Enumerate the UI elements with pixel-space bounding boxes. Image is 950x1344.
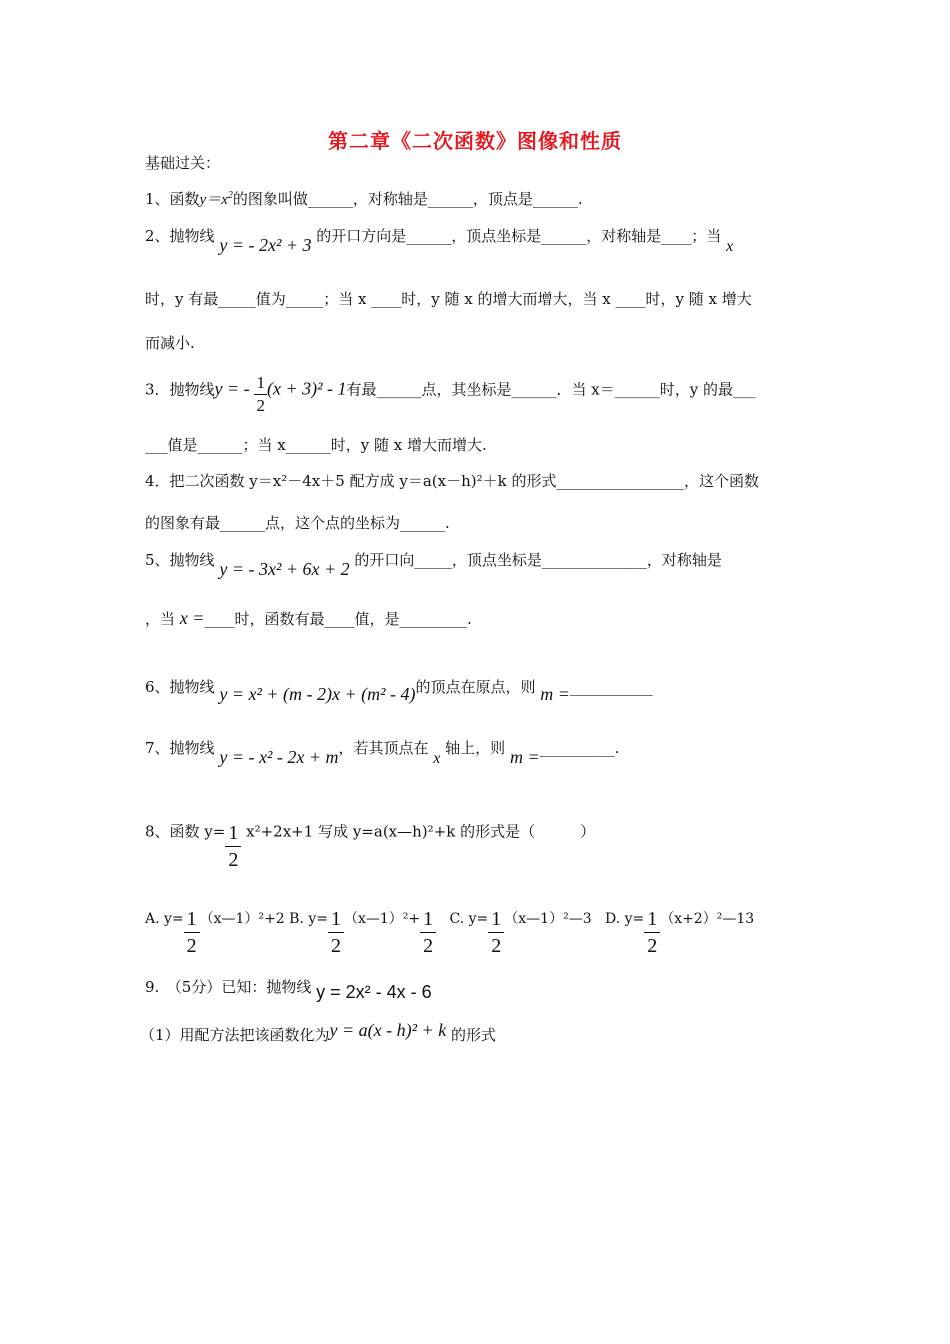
option-c[interactable]: C. y= $\frac{1}{2}$ （x—1）²—3 xyxy=(449,908,592,957)
q8-fraction: $\frac{1}{2}$ xyxy=(225,820,241,873)
q9-label: 9. （5分）已知：抛物线 xyxy=(145,978,312,996)
q9-expr: y = 2x² - 4x - 6 xyxy=(316,982,432,1002)
question-2-line2: 时，y 有最_____值为_____；当 x ____时，y 随 x 的增大而增大，当 x ____时，y 随 x 增大 xyxy=(145,290,752,308)
question-4-line2: 的图象有最______点，这个点的坐标为______. xyxy=(145,514,450,532)
question-5-line2 xyxy=(145,608,472,629)
q7-text: ，若其顶点在 xyxy=(338,739,429,757)
q3-text: 有最______点，其坐标是______．当 x＝______时，y 的最___ xyxy=(346,380,756,399)
q2-expr: y = - 2x² + 3 xyxy=(219,235,312,255)
q7-text-2: 轴上，则 xyxy=(445,739,506,757)
option-b-fraction: $\frac{1}{2}$ xyxy=(328,906,344,959)
q5-line2-text: ____时，函数有最____值，是_________. xyxy=(204,610,472,628)
q9-sub-expr: y = a(x - h)² + k xyxy=(329,1020,447,1040)
q9-sub-text: 的形式 xyxy=(450,1026,496,1044)
question-9 xyxy=(145,976,432,1002)
question-7 xyxy=(145,737,620,767)
q7-expr: y = - x² - 2x + m xyxy=(219,747,339,767)
question-5 xyxy=(145,549,722,579)
q8-text: x²+2x+1 写成 y=a(x—h)²+k 的形式是（ ） xyxy=(246,822,596,841)
question-1 xyxy=(145,188,583,209)
q1-label: 1、函数 xyxy=(145,190,200,208)
q3-expr-tail: (x + 3)² - 1 xyxy=(266,378,347,399)
q7-label: 7、抛物线 xyxy=(145,739,215,757)
q2-var-x: x xyxy=(726,238,734,255)
q8-label: 8、函数 y= xyxy=(145,822,226,841)
question-2-line3: 而减小. xyxy=(145,334,195,352)
q3-expr-lead: y = - xyxy=(214,378,250,399)
q7-var-x: x xyxy=(433,750,441,767)
q7-blank: __________. xyxy=(539,739,620,757)
q8-options xyxy=(145,892,755,957)
q2-label: 2、抛物线 xyxy=(145,227,215,245)
option-b[interactable]: B. y= $\frac{1}{2}$ （x—1）²+ $\frac{1}{2}$ xyxy=(289,911,440,927)
question-6 xyxy=(145,676,653,704)
q5-line2-lead: ，当 xyxy=(145,610,176,628)
option-c-fraction: $\frac{1}{2}$ xyxy=(488,906,504,959)
q5-line2-expr: x = xyxy=(179,608,205,628)
q1-text: 的图象叫做______，对称轴是______，顶点是______. xyxy=(232,190,583,208)
question-2 xyxy=(145,225,734,255)
question-3-line2: ___值是______；当 x______时，y 随 x 增大而增大. xyxy=(145,436,487,454)
question-3 xyxy=(145,368,755,413)
q9-sub-label: （1）用配方法把该函数化为 xyxy=(140,1026,330,1044)
q6-expr: y = x² + (m - 2)x + (m² - 4) xyxy=(219,684,416,704)
q6-blank: ___________ xyxy=(569,678,653,696)
q6-label: 6、抛物线 xyxy=(145,678,215,696)
q3-label: 3．抛物线 xyxy=(145,380,215,399)
q5-expr: y = - 3x² + 6x + 2 xyxy=(219,559,350,579)
q2-text: 的开口方向是______，顶点坐标是______，对称轴是____；当 xyxy=(316,227,722,245)
option-b-fraction-2: $\frac{1}{2}$ xyxy=(420,906,436,959)
option-a[interactable]: A. y= $\frac{1}{2}$ （x—1）²+2 xyxy=(145,908,285,957)
page-title: 第二章《二次函数》图像和性质 xyxy=(328,129,622,153)
q6-text: 的顶点在原点，则 xyxy=(415,678,536,696)
q5-text: 的开口向_____，顶点坐标是______________，对称轴是 xyxy=(354,551,722,569)
question-9-part-1 xyxy=(140,1020,496,1045)
option-d-fraction: $\frac{1}{2}$ xyxy=(644,906,660,959)
q6-expr-m: m = xyxy=(540,684,570,704)
q1-expr: $y=x^2$ xyxy=(199,190,233,208)
option-a-fraction: $\frac{1}{2}$ xyxy=(184,906,200,959)
question-4: 4．把二次函数 y＝x²－4x＋5 配方成 y＝a(x－h)²＋k 的形式_________________，这个函数 xyxy=(145,472,759,490)
section-heading: 基础过关： xyxy=(145,154,221,172)
option-d[interactable]: D. y= $\frac{1}{2}$ （x+2）²—13 xyxy=(604,908,755,957)
q3-fraction: $\frac{1}{2}$ xyxy=(256,373,265,415)
question-8 xyxy=(145,806,596,871)
q7-expr-m: m = xyxy=(509,747,540,767)
q5-label: 5、抛物线 xyxy=(145,551,215,569)
